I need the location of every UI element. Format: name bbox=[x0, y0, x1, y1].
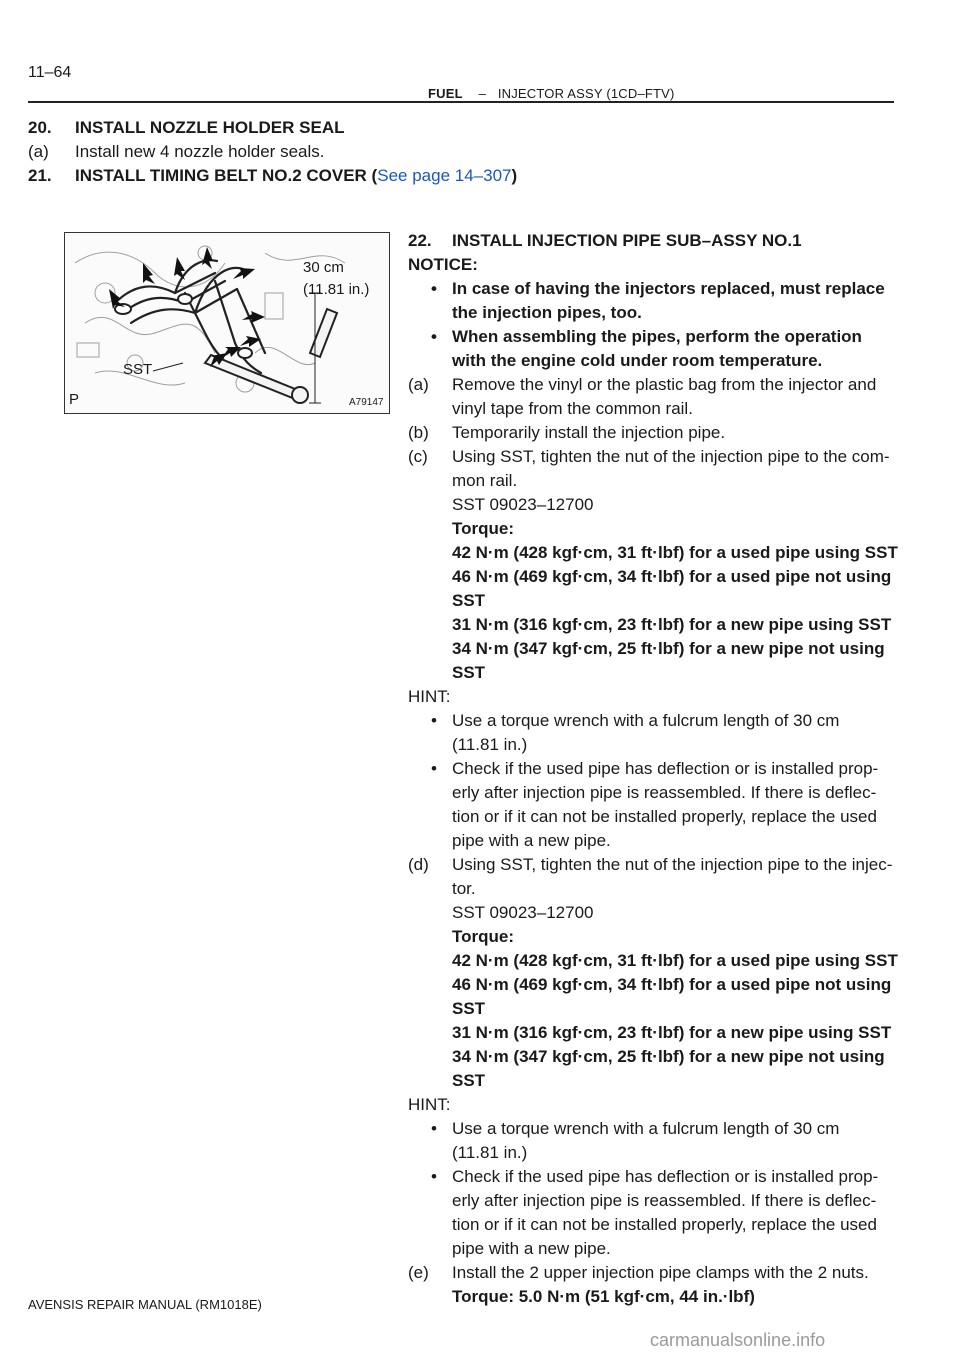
step-21-title-text: INSTALL TIMING BELT NO.2 COVER ( bbox=[75, 166, 378, 185]
body-line: SST bbox=[452, 663, 486, 682]
body-line: Check if the used pipe has deflection or is installed prop- bbox=[452, 1167, 879, 1186]
body-line: pipe with a new pipe. bbox=[452, 831, 611, 850]
step-20-title: INSTALL NOZZLE HOLDER SEAL bbox=[75, 118, 345, 137]
body-line: Install the 2 upper injection pipe clamps with the 2 nuts. bbox=[452, 1263, 869, 1282]
body-line: (b) bbox=[408, 423, 429, 442]
body-line: • bbox=[431, 759, 437, 778]
body-line: 42 N·m (428 kgf·cm, 31 ft·lbf) for a used pipe using SST bbox=[452, 543, 898, 562]
length-label bbox=[303, 257, 369, 301]
body-line: 46 N·m (469 kgf·cm, 34 ft·lbf) for a used pipe not using bbox=[452, 567, 892, 586]
sst-label: SST bbox=[123, 361, 153, 378]
figure-id: A79147 bbox=[349, 397, 384, 408]
body-line: • bbox=[431, 711, 437, 730]
body-line: tor. bbox=[452, 879, 476, 898]
body-line: Using SST, tighten the nut of the injection pipe to the com- bbox=[452, 447, 890, 466]
body-line: • bbox=[431, 279, 437, 298]
step-20a-text: Install new 4 nozzle holder seals. bbox=[75, 142, 325, 161]
manual-footer: AVENSIS REPAIR MANUAL (RM1018E) bbox=[28, 1297, 262, 1312]
body-line: with the engine cold under room temperature. bbox=[452, 351, 823, 370]
body-line: (11.81 in.) bbox=[452, 1143, 528, 1162]
body-line: 34 N·m (347 kgf·cm, 25 ft·lbf) for a new pipe not using bbox=[452, 1047, 885, 1066]
injection-pipe-figure bbox=[64, 232, 390, 414]
body-line: erly after injection pipe is reassembled. If there is deflec- bbox=[452, 783, 877, 802]
body-line: Use a torque wrench with a fulcrum length of 30 cm bbox=[452, 711, 840, 730]
body-line: vinyl tape from the common rail. bbox=[452, 399, 693, 418]
step-22-number: 22. bbox=[408, 231, 432, 250]
step-20a-label: (a) bbox=[28, 142, 49, 161]
body-line: When assembling the pipes, perform the operation bbox=[452, 327, 862, 346]
body-line: (d) bbox=[408, 855, 429, 874]
body-line: NOTICE: bbox=[408, 255, 478, 274]
body-line: (a) bbox=[408, 375, 429, 394]
body-line: Use a torque wrench with a fulcrum length of 30 cm bbox=[452, 1119, 840, 1138]
section-name: FUEL bbox=[428, 86, 463, 101]
body-line: HINT: bbox=[408, 687, 451, 706]
length-label-in: (11.81 in.) bbox=[303, 281, 370, 298]
section-header bbox=[428, 86, 675, 101]
length-label-cm: 30 cm bbox=[303, 259, 344, 276]
watermark: carmanualsonline.info bbox=[650, 1330, 826, 1350]
body-line: Check if the used pipe has deflection or is installed prop- bbox=[452, 759, 879, 778]
section-topic: INJECTOR ASSY (1CD–FTV) bbox=[497, 86, 675, 101]
body-line: pipe with a new pipe. bbox=[452, 1239, 611, 1258]
body-line: tion or if it can not be installed properly, replace the used bbox=[452, 1215, 877, 1234]
body-line: Temporarily install the injection pipe. bbox=[452, 423, 726, 442]
section-separator: – bbox=[478, 86, 486, 101]
see-page-link[interactable]: See page 14–307 bbox=[377, 166, 512, 185]
page-number: 11–64 bbox=[28, 64, 72, 81]
step-20-number: 20. bbox=[28, 118, 52, 137]
body-line: (c) bbox=[408, 447, 428, 466]
header-rule bbox=[28, 101, 894, 103]
body-line: In case of having the injectors replaced, must replace bbox=[452, 279, 885, 298]
body-line: mon rail. bbox=[452, 471, 518, 490]
body-line: SST bbox=[452, 999, 486, 1018]
figure-p-mark: P bbox=[69, 391, 80, 408]
body-line: the injection pipes, too. bbox=[452, 303, 642, 322]
body-line: 31 N·m (316 kgf·cm, 23 ft·lbf) for a new pipe using SST bbox=[452, 615, 892, 634]
body-line: 46 N·m (469 kgf·cm, 34 ft·lbf) for a used pipe not using bbox=[452, 975, 892, 994]
body-line: 31 N·m (316 kgf·cm, 23 ft·lbf) for a new pipe using SST bbox=[452, 1023, 892, 1042]
body-line: SST 09023–12700 bbox=[452, 903, 594, 922]
body-line: tion or if it can not be installed properly, replace the used bbox=[452, 807, 877, 826]
body-line: • bbox=[431, 1167, 437, 1186]
step-22-title: INSTALL INJECTION PIPE SUB–ASSY NO.1 bbox=[452, 231, 802, 250]
body-line: SST bbox=[452, 1071, 486, 1090]
body-line: SST 09023–12700 bbox=[452, 495, 594, 514]
body-line: Using SST, tighten the nut of the injection pipe to the injec- bbox=[452, 855, 893, 874]
body-line: • bbox=[431, 1119, 437, 1138]
body-line: Torque: 5.0 N·m (51 kgf·cm, 44 in.·lbf) bbox=[452, 1287, 755, 1306]
body-line: 34 N·m (347 kgf·cm, 25 ft·lbf) for a new pipe not using bbox=[452, 639, 885, 658]
body-line: SST bbox=[452, 591, 486, 610]
body-line: (e) bbox=[408, 1263, 429, 1282]
body-line: (11.81 in.) bbox=[452, 735, 528, 754]
body-line: • bbox=[431, 327, 437, 346]
body-line: HINT: bbox=[408, 1095, 451, 1114]
body-line: Torque: bbox=[452, 519, 515, 538]
step-21-number: 21. bbox=[28, 166, 52, 185]
step-21-title bbox=[75, 164, 517, 188]
step-21-title-close: ) bbox=[511, 166, 518, 185]
body-line: Remove the vinyl or the plastic bag from the injector and bbox=[452, 375, 877, 394]
body-line: erly after injection pipe is reassembled. If there is deflec- bbox=[452, 1191, 877, 1210]
body-line: Torque: bbox=[452, 927, 515, 946]
body-line: 42 N·m (428 kgf·cm, 31 ft·lbf) for a used pipe using SST bbox=[452, 951, 898, 970]
